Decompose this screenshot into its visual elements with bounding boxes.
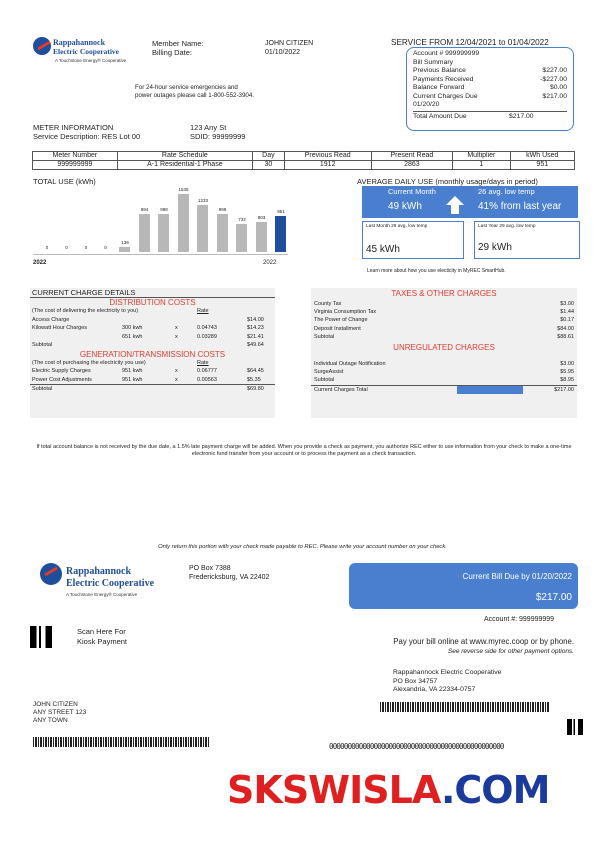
arrow-up-stem <box>451 204 459 214</box>
chart-bar-label: 994 <box>140 207 149 213</box>
generation-sub <box>30 359 275 368</box>
meter-header-cell: Day <box>252 152 284 161</box>
customer-address <box>33 701 86 725</box>
meter-table-header <box>33 152 575 161</box>
unregulated-row-value: $8.95 <box>560 377 574 384</box>
tax-row-label: County Tax <box>314 301 342 307</box>
scanline: 00000000000000000000000000000000000000000000000 <box>329 742 504 751</box>
chart-bar <box>217 214 228 252</box>
distribution-sub-text: (The cost of delivering the electricity to you) <box>32 308 139 314</box>
last-month-box <box>362 221 464 259</box>
company-logo <box>33 37 143 67</box>
bill-due-box <box>349 563 578 609</box>
member-values <box>265 39 313 57</box>
summary-row-label: Current Charges Due 01/20/20 <box>413 92 478 108</box>
charges-total-label: Current Charges Total <box>314 386 368 393</box>
summary-total <box>413 112 567 121</box>
charge-rate: 0.03289 <box>197 333 217 340</box>
tax-row <box>311 333 577 341</box>
watermark-part-1: SKSWISLA <box>227 768 441 812</box>
summary-title: Bill Summary <box>413 58 454 66</box>
stub-company-tagline: A Touchstone Energy® Cooperative <box>66 592 138 597</box>
tax-row-value: $0.17 <box>560 317 574 324</box>
emergency-line-2: power outages please call 1-800-552-3904. <box>135 92 255 99</box>
charge-qty: 651 kwh <box>122 333 143 340</box>
stub-po-city: Fredericksburg, VA 22402 <box>189 574 270 581</box>
unregulated-title: UNREGULATED CHARGES <box>393 343 495 353</box>
tax-row <box>311 300 577 308</box>
company-name-2: Electric Cooperative <box>53 47 120 56</box>
summary-row-label: Payments Received <box>413 75 474 83</box>
current-month-label: Current Month <box>388 187 436 196</box>
see-reverse-text: See reverse side for other payment options. <box>447 648 574 655</box>
tax-row-label: Subtotal <box>314 333 335 340</box>
service-period: SERVICE FROM 12/04/2021 to 01/04/2022 <box>391 38 549 47</box>
charge-row <box>30 367 275 376</box>
summary-row <box>413 93 567 110</box>
stub-po-box: PO Box 7388 <box>189 565 231 572</box>
company-tagline: A Touchstone Energy® Cooperative <box>55 58 127 63</box>
tax-row <box>311 316 577 324</box>
tax-row <box>311 325 577 333</box>
chart-bar-label: 139 <box>121 239 129 245</box>
gen-subtotal-label: Subtotal <box>32 386 53 392</box>
emergency-notice <box>135 84 254 100</box>
chart-bar <box>256 222 267 252</box>
meter-cell: A-1 Residential-1 Phase <box>117 161 252 170</box>
last-year-box <box>474 221 580 259</box>
stub-logo-mark-icon <box>40 563 62 585</box>
summary-row-value: $227.00 <box>542 67 567 74</box>
meter-info-title: METER INFORMATION <box>33 123 114 132</box>
meter-cell: 1912 <box>284 161 371 170</box>
chart-bar <box>236 224 247 252</box>
small-qr-code <box>567 719 583 735</box>
summary-row-label: Balance Forward <box>413 84 465 91</box>
charge-row <box>30 333 275 342</box>
tax-rows <box>311 300 577 341</box>
billing-date-label: Billing Date: <box>152 48 193 57</box>
chart-bar <box>158 214 169 252</box>
chart-bar-label: 998 <box>160 207 168 213</box>
chart-bar <box>275 216 286 252</box>
current-month-value: 49 kWh <box>388 201 422 212</box>
chart-start-label: 2022 <box>33 260 47 266</box>
member-name-value: JOHN CITIZEN <box>265 40 314 47</box>
meter-header-cell: Meter Number <box>33 152 118 161</box>
summary-row-value: $0.00 <box>549 84 567 91</box>
remit-line-3: Alexandria, VA 22334-0757 <box>393 686 476 693</box>
charge-qty: 951 kwh <box>122 368 143 374</box>
last-month-value: 45 kWh <box>366 244 400 255</box>
tax-row-value: $84.00 <box>557 325 574 332</box>
charge-amount: $64.45 <box>247 368 264 374</box>
summary-account: Account # 999999999 <box>413 50 480 57</box>
tax-row-label: The Power of Change <box>314 317 368 324</box>
charge-label: Access Charge <box>32 316 70 323</box>
chart-end-label: 2022 <box>263 260 277 266</box>
bill-due-amount: $217.00 <box>535 592 572 603</box>
meter-header-cell: kWh Used <box>510 152 574 161</box>
unregulated-row <box>311 376 577 384</box>
meter-cell: 2863 <box>371 161 453 170</box>
remit-address <box>393 669 501 695</box>
customer-barcode <box>33 737 209 747</box>
kiosk-scan-label: Scan Here For <box>77 627 126 636</box>
tax-row-value: $3.00 <box>560 301 574 307</box>
charge-rate: 0.06777 <box>197 368 217 374</box>
summary-row-value: -$227.00 <box>540 75 567 83</box>
charge-rate: 0.04743 <box>197 325 217 331</box>
stub-company-name-1: Rappahannock <box>66 566 132 577</box>
customer-line-1: JOHN CITIZEN <box>33 701 78 708</box>
meter-table <box>32 151 575 170</box>
company-name-1: Rappahannock <box>53 38 106 47</box>
chart-bar-label: 732 <box>238 217 246 223</box>
chart-bar-label: 1535 <box>178 187 189 192</box>
chart-bar <box>139 214 150 252</box>
rate-header-2: Rate <box>197 359 209 366</box>
daily-use-title: AVERAGE DAILY USE (monthly usage/days in period) <box>357 177 538 186</box>
chart-axis <box>33 254 288 255</box>
gen-subtotal-value: $69.80 <box>247 386 264 392</box>
chart-bar-label: 999 <box>218 207 227 213</box>
meter-cell: 1 <box>453 161 510 170</box>
taxes-panel <box>311 288 577 418</box>
summary-rows <box>413 67 567 110</box>
charge-qty: 300 kwh <box>122 325 143 331</box>
charge-x: x <box>175 325 178 331</box>
taxes-title: TAXES & OTHER CHARGES <box>391 289 497 298</box>
watermark <box>227 768 549 812</box>
usage-chart <box>33 187 288 252</box>
meter-info <box>33 123 140 141</box>
customer-line-3: ANY TOWN <box>33 717 68 724</box>
distribution-sub <box>30 307 275 316</box>
current-temp-label: 26 avg. low temp <box>478 187 535 196</box>
logo-mark-icon <box>33 37 51 55</box>
charge-row <box>30 316 275 325</box>
charge-x: x <box>175 333 178 340</box>
charge-details-panel <box>30 288 275 418</box>
meter-cell: 951 <box>510 161 574 170</box>
charge-details-title: CURRENT CHARGE DETAILS <box>32 288 136 297</box>
chart-bar-label: 951 <box>277 209 285 215</box>
meter-cell: 30 <box>252 161 284 170</box>
stub-company-logo <box>40 563 180 599</box>
summary-total-label: Total Amount Due <box>413 112 467 120</box>
meter-header-cell: Previous Read <box>284 152 371 161</box>
summary-total-value: $217.00 <box>509 112 534 120</box>
unregulated-row-value: $5.95 <box>560 369 574 376</box>
kiosk-qr-code[interactable] <box>30 626 52 648</box>
chart-bar-label: 0 <box>45 245 49 250</box>
change-from-last-year: 41% from last year <box>478 201 562 212</box>
chart-bar-label: 0 <box>104 245 107 250</box>
stub-account: Account #: 999999999 <box>484 616 555 623</box>
chart-title: TOTAL USE (kWh) <box>33 177 96 186</box>
summary-row <box>413 67 567 76</box>
meter-header-cell: Rate Schedule <box>117 152 252 161</box>
unregulated-rows <box>311 360 577 385</box>
meter-table-row <box>33 161 575 170</box>
summary-row <box>413 84 567 93</box>
unregulated-row-label: Individual Outage Notification <box>314 361 386 368</box>
chart-bar <box>197 205 208 252</box>
pay-online-text: Pay your bill online at www.myrec.coop or by phone. <box>393 637 574 646</box>
summary-row <box>413 76 567 85</box>
tax-row <box>311 308 577 316</box>
chart-bar-label: 803 <box>257 214 266 220</box>
charge-row <box>30 324 275 333</box>
kiosk-payment-label: Kiosk Payment <box>77 637 128 646</box>
chart-bar <box>119 247 130 252</box>
charge-amount: $5.35 <box>247 376 261 383</box>
learn-more-text: Learn more about how you use electicity in MyREC SmartHub. <box>367 268 506 274</box>
charges-total-value: $217.00 <box>554 386 574 393</box>
generation-sub-text: (The cost of purchasing the electricity you use) <box>32 359 146 366</box>
charge-amount: $14.00 <box>247 316 264 323</box>
charge-label: Kilowatt Hour Charges <box>32 325 88 331</box>
chart-bar <box>178 194 189 252</box>
distribution-rows <box>30 316 275 342</box>
unregulated-row <box>311 368 577 376</box>
charge-qty <box>122 316 175 325</box>
stub-instruction: Only return this portion with your check made payable to REC. Please write your account number on your check. <box>158 544 447 550</box>
emergency-line-1: For 24-hour service emergencies and <box>135 84 238 91</box>
charge-rate <box>197 316 247 325</box>
tax-row-value: $1.44 <box>560 309 574 316</box>
member-labels <box>152 39 204 57</box>
late-payment-note: If total account balance is not received by the due date, a 1.5% late payment charge will be added. When you provide a check as payment, you authorize REC either to use information from your check to make a one-time electronic fund transfer from your account or to process the payment as a check transaction. <box>36 444 572 457</box>
unregulated-row-value: $3.00 <box>560 361 574 368</box>
tax-row-label: Deposit Installment <box>314 325 361 332</box>
meter-cell: 999999999 <box>33 161 118 170</box>
charge-qty: 951 kwh <box>122 376 143 383</box>
customer-line-2: ANY STREET 123 <box>33 709 87 716</box>
bill-due-label: Current Bill Due by 01/20/2022 <box>462 572 572 581</box>
charge-amount: $21.41 <box>247 333 264 340</box>
generation-subtotal <box>30 385 275 394</box>
charge-x: x <box>175 376 178 383</box>
meter-info-address: 123 Any St <box>190 123 227 132</box>
last-year-value: 29 kWh <box>478 242 512 253</box>
charge-label <box>32 333 122 342</box>
generation-rows <box>30 367 275 384</box>
charge-x: x <box>175 368 178 374</box>
last-year-label: Last Year 29 avg. low temp <box>478 224 536 229</box>
charge-rate: 0.00563 <box>197 376 217 383</box>
distribution-subtotal <box>30 341 275 350</box>
stub-company-name-2: Electric Cooperative <box>66 578 155 589</box>
tax-row-label: Virginia Consumption Tax <box>314 309 377 316</box>
summary-row-label: Previous Balance <box>413 67 466 74</box>
meter-info-sdid: SDID: 99999999 <box>190 132 246 141</box>
unregulated-row <box>311 360 577 368</box>
chart-bar-label: 0 <box>65 245 68 250</box>
total-highlight <box>457 386 523 394</box>
meter-header-cell: Multiplier <box>453 152 510 161</box>
rate-header: Rate <box>197 308 209 314</box>
chart-bar-label: 1233 <box>197 198 208 204</box>
summary-row-value: $217.00 <box>542 92 567 100</box>
last-month-label: Last Month 29 avg. low temp <box>366 224 428 229</box>
charge-row <box>30 376 275 385</box>
watermark-part-2: .COM <box>440 768 550 812</box>
dist-subtotal-value: $49.64 <box>247 342 264 348</box>
bill-summary-box <box>406 47 574 131</box>
charge-x <box>175 316 197 325</box>
current-charges-total <box>311 386 577 394</box>
distribution-costs-title: DISTRIBUTION COSTS <box>109 298 196 307</box>
meter-info-right <box>190 123 245 141</box>
charge-label: Power Cost Adjustments <box>32 376 92 383</box>
unregulated-row-label: Subtotal <box>314 377 335 384</box>
meter-header-cell: Present Read <box>371 152 453 161</box>
charge-amount: $14.23 <box>247 325 264 331</box>
chart-bar-label: 0 <box>84 245 88 250</box>
member-name-label: Member Name: <box>152 39 204 48</box>
kiosk-text <box>77 627 127 647</box>
remit-barcode <box>380 702 550 712</box>
remit-line-1: Rappahannock Electric Cooperative <box>393 669 502 676</box>
dist-subtotal-label: Subtotal <box>32 342 53 348</box>
remit-line-2: PO Box 34757 <box>393 677 438 685</box>
tax-row-value: $88.61 <box>557 333 574 340</box>
unregulated-row-label: SurgeAssist <box>314 369 344 376</box>
charge-label: Electric Supply Charges <box>32 368 91 374</box>
billing-date-value: 01/10/2022 <box>265 49 301 56</box>
stub-po-address <box>189 564 269 582</box>
current-month-box <box>362 186 578 218</box>
generation-costs-title: GENERATION/TRANSMISSION COSTS <box>79 349 226 359</box>
meter-info-desc: Service Description: RES Lot 00 <box>33 132 141 141</box>
